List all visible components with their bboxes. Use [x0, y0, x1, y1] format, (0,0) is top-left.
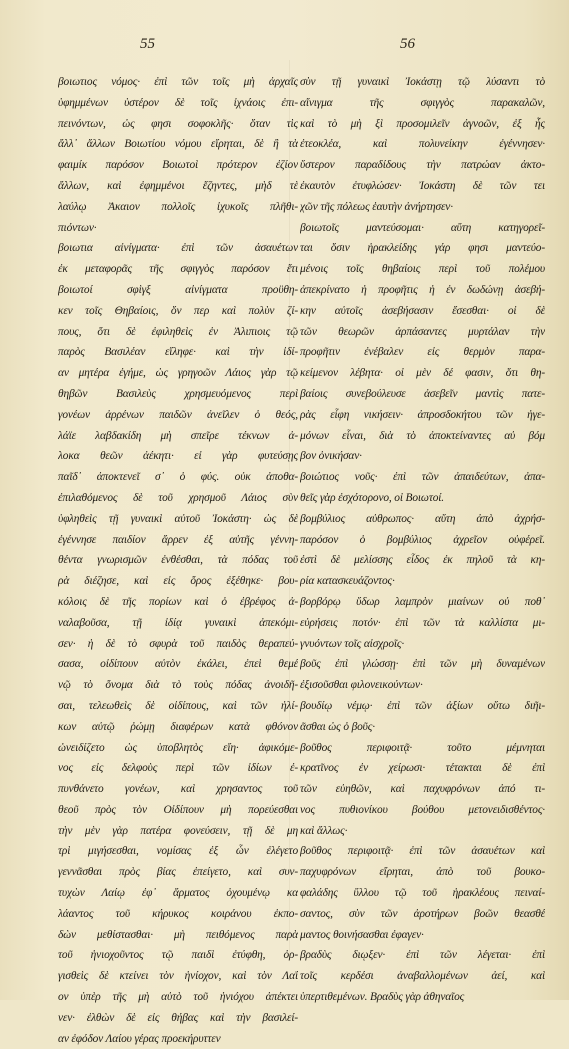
- text-line: ρὰ διέζησε, καὶ εἰς ὄρος ἐξέθηκε· βου-: [58, 575, 298, 588]
- text-line: θεοῦ πρὸς τὸν Οἰδίπουν μὴ πορεύεσθαι: [58, 803, 298, 816]
- text-line: φαλάδης ὕλλου τῷ τοῦ ἡρακλέους πειναί-: [300, 887, 545, 900]
- text-line: παχυφρόνων εἴρηται, ἀπὸ τοῦ βουκο-: [300, 866, 545, 879]
- text-line: θεῖς γὰρ ἐσχότορονο, οἱ Βοιωτοί.: [300, 491, 445, 504]
- text-line: λάϊε λαβδακίδη μὴ σπεῖρε τέκνων ἀ-: [58, 429, 298, 442]
- text-line: βραδὺς διῳξεν· ἐπὶ τῶν λέγεται· ἐπὶ: [300, 949, 545, 962]
- text-line: γισθεὶς δὲ κτείνει τὸν ἡνίοχον, καὶ τὸν Λαΐ: [58, 970, 298, 983]
- text-line: νῷ τὸ ὄνομα διὰ τὸ τοὺς πόδας ἀνοιδῆ-: [58, 679, 298, 692]
- text-line: λοκα θεῶν ἀέκητι· εἰ γὰρ φυτεύσῃς: [58, 450, 298, 463]
- text-line: κρατῖνος ἐν χείρωσι· τέτακται δὲ ἐπὶ: [300, 762, 545, 775]
- text-line: ἐκ μεταφορᾶς τῆς σφιγγὸς παρόσον ἔτι: [58, 263, 298, 276]
- text-line: αἴνιγμα τῆς σφιγγὸς παρακαλῶν,: [300, 96, 545, 109]
- text-line: ἀπεκρίνατο ἡ προφῆτις ἡ ἐν δωδώνῃ ἀσεβή-: [300, 283, 545, 296]
- text-line: ἐκαυτὸν ἐτυφλώσεν· Ἰοκάστη δὲ τῶν τει: [300, 179, 545, 192]
- text-line: ἐστὶ δὲ μελίσσης εἶδος ἐκ πηλοῦ τὰ κη-: [300, 554, 545, 567]
- text-line: θέντα γνωρισμῶν ἐνθέσθαι, τὰ πόδας τοῦ: [58, 554, 298, 567]
- text-line: κόλοις δὲ τῆς πορίων καὶ ὁ ἐβρέφος ἀ-: [58, 595, 298, 608]
- text-line: τυχὼν Λαίῳ ἐφ᾽ ἅρματος ὀχουμένῳ κα: [58, 887, 298, 900]
- text-line: γνυόντων τοῖς αἰσχροῖς·: [300, 637, 405, 650]
- text-line: κεν τοῖς Θηβαίοις, ὅν περ καὶ πολὺν ζί-: [58, 304, 298, 317]
- text-line: βοιώτιος νοῦς· ἐπὶ τῶν ἀπαιδεύτων, ἀπα-: [300, 471, 545, 484]
- text-line: ναλαβοῦσα, τῇ ἰδίᾳ γυναικὶ ἀπεκόμι-: [58, 616, 298, 629]
- text-line: νεν· ἐλθὼν δὲ εἰς θήβας καὶ τὴν βασιλεί-: [58, 1011, 298, 1024]
- text-line: παρὸς Βασιλέαν εἴληφε· καὶ τὴν ἰδί-: [58, 346, 298, 359]
- text-line: πεινόντων, ὡς φησι σοφοκλῆς· ὅταν τὶς: [58, 117, 298, 130]
- text-line: κην αὐτοῖς ἀσεβήσασιν ἔσεσθαι· οἱ δὲ: [300, 304, 545, 317]
- text-line: τρὶ μιγήσεσθαι, νομίσας ἐξ ὧν ἐλέγετο: [58, 845, 298, 858]
- right-column: [300, 72, 545, 1008]
- page-number-left: 55: [140, 36, 155, 52]
- text-line: τὴν μὲν γὰρ πατέρα φονεύσειν, τῇ δὲ μη: [58, 824, 298, 837]
- text-line: σεν· ἡ δὲ τὸ σφυρὰ τοῦ παιδὸς θεραπεύ-: [58, 637, 298, 650]
- text-line: ἐξισοῦσθαι φιλονεικούντων·: [300, 679, 423, 692]
- text-line: καὶ τὸ μὴ ξὶ προσομιλεῖν ἀγνοῶν, ἐξ ἧς: [300, 117, 545, 130]
- text-line: ται ὅσιν ἡρακλείδης γάρ φησι μαντεύο-: [300, 242, 545, 255]
- text-line: παρόσον ὁ βομβύλιος ἀχρεῖον οὐφέρεῖ.: [300, 533, 545, 546]
- text-line: φαιμίκ παρόσον Βοιωτοὶ πρότερον ἐζίον: [58, 159, 298, 172]
- text-line: μόνων εἶναι, διὰ τὸ ἀποκτείναντες αὐ βόμ: [300, 429, 545, 442]
- page-number-right: 56: [400, 36, 415, 52]
- text-line: εὑρήσεις ποτόν· ἐπὶ τῶν τὰ καλλίστα μι-: [300, 616, 545, 629]
- text-line: ὑπερτιθεμένων. Βραδὺς γὰρ ἀθηναῖος: [300, 991, 465, 1004]
- text-line: πους, ὅτι δὲ ἐφιληθεὶς ἐν Ἀλιπιοις τῷ: [58, 325, 298, 338]
- text-line: μένοις τοῖς θηβαίοις περὶ τοῦ πολέμου: [300, 263, 545, 276]
- text-line: ον ὑπὲρ τῆς μὴ αὐτὸ τοῦ ἡνιόχου ἀπέκτει: [58, 991, 298, 1004]
- text-line: ἐγέννησε παιδίον ἄρρεν ἐξ αὐτῆς γέννη-: [58, 533, 298, 546]
- text-line: βοιωτοῖς μαντεύσομαι· αὕτη κατηγορεῖ-: [300, 221, 545, 234]
- text-line: σὺν τῇ γυναικὶ Ἰοκάστῃ τῷ λύσαντι τὸ: [300, 76, 545, 88]
- text-line: γεννᾶσθαι πρὸς βίας ἐπείγετο, καὶ συν-: [58, 866, 298, 879]
- text-line: νος εἰς δελφοὺς περὶ τῶν ἰδίων ἐ-: [58, 762, 298, 775]
- text-line: σαντος, σὺν τῶν ἀροτήρων βοῶν θεασθέ: [300, 907, 545, 920]
- text-line: σασα, οἰδίπουν αὐτὸν ἐκάλει, ἐπεὶ θεμέ: [58, 658, 298, 671]
- text-line: ᾶσθαι ὡς ὁ βοῦς·: [300, 720, 375, 733]
- text-line: βον ὀνικήσαν·: [300, 450, 362, 463]
- text-line: κων αὐτῷ ῥώμῃ διαφέρων κατὰ φθόνον: [58, 720, 298, 733]
- text-line: βοιωτοί σφὶγξ αἰνίγματα προϋθη-: [58, 283, 298, 296]
- text-line: τοῦ ἡνιοχοῦντος τῷ παιδὶ ἐτύφθη, ὀρ-: [58, 949, 298, 962]
- text-line: βαίοις συνεβούλευσε ἀσεβεῖν μαντὶς πατε-: [300, 387, 545, 400]
- text-line: κείμενον λέβητα· οἱ μὲν δέ φασιν, ὅτι θη-: [300, 367, 545, 380]
- text-line: βοῦς ἐπὶ γλώσσῃ· ἐπὶ τῶν μὴ δυναμένων: [300, 658, 545, 671]
- text-line: παῖδ᾽ ἀποκτενεῖ σ᾽ ὁ φύς. οὐκ ἀποθα-: [58, 471, 298, 484]
- text-line: αν μητέρα ἐγήμε, ὡς γρηγοῶν Λάιος γὰρ τῷ: [58, 367, 298, 380]
- text-line: τῶν εὐηθῶν, καὶ παχυφρόνων ἀπό τι-: [300, 783, 545, 796]
- text-line: τοῖς κερδέσι ἀναβαλλομένων ἀεί, καὶ: [300, 970, 545, 983]
- text-line: καὶ ἄλλως·: [300, 824, 348, 837]
- text-line: βουδίῳ νέμῳ· ἐπὶ τῶν ἀξίων οὕτω διῆι-: [300, 699, 545, 712]
- text-line: βορβόρῳ ὕδωρ λαμπρὸν μιαίνων οὐ ποθ᾽: [300, 595, 545, 608]
- text-line: σαι, τελεωθεὶς δὲ οἰδίπους, καὶ τῶν ἡλί-: [58, 699, 298, 712]
- text-line: αν ἐφόδον Λαίου γέρας προεκήρυττεν: [58, 1032, 221, 1045]
- text-line: βοῦθος περιφοιτᾷ· τοῦτο μέμνηται: [300, 741, 545, 754]
- text-line: γονέων ἀρρένων παιδῶν ἀνεῖλεν ὁ θεός,: [58, 408, 298, 421]
- text-line: ρία κατασκευάζοντος·: [300, 575, 395, 588]
- text-line: χῶν τῆς πόλεως ἑαυτὴν ἀνήρτησεν·: [300, 200, 453, 213]
- text-line: ἄλλων, καὶ ἐφημμένοι ἔζηντες, μὴδ τὲ: [58, 179, 298, 192]
- text-line: ὕστερον παραδίδους τὴν πατρώαν ἀκτο-: [300, 159, 545, 172]
- text-line: νος πυθιονίκου βούθου μετονειδισθέντος·: [300, 803, 545, 816]
- text-line: μαντος θοινήσασθαι ἐφαγεν·: [300, 928, 424, 941]
- text-line: πιόντων·: [58, 221, 97, 234]
- text-line: ὠνειδίζετο ὡς ὑποβλητὸς εἴη· ἀφικόμε-: [58, 741, 298, 754]
- text-line: τῶν θεωρῶν ἀρπάσαντες μυρτάλαν τὴν: [300, 325, 545, 338]
- text-line: προφῆτιν ἐνέβαλεν εἰς θερμὸν παρα-: [300, 346, 545, 359]
- text-line: βοιωτια αἰνίγματα· ἐπὶ τῶν ἀσαυέτων: [58, 242, 298, 255]
- text-line: πυνθάνετο γονέων, καὶ χρησαντος τοῦ: [58, 783, 298, 796]
- text-line: βοῦθος περιφοιτᾷ· ἐπὶ τῶν ἀσαυέτων καὶ: [300, 845, 545, 858]
- left-column: [58, 72, 298, 1049]
- text-line: ἐπιλαθόμενος δὲ τοῦ χρησμοῦ Λάιος σὺν: [58, 491, 298, 504]
- text-line: δὼν μεθίστασθαι· μὴ πειθόμενος παρὰ: [58, 928, 298, 941]
- text-line: ὑφληθεὶς τῇ γυναικὶ αὐτοῦ Ἰοκάστη· ὡς δὲ: [58, 512, 298, 525]
- text-line: βομβύλιος αὐθρωπος· αὕτη ἀπὸ ἀχρήσ-: [300, 512, 545, 525]
- text-line: λάαντος τοῦ κήρυκος κοιράνου ἐκπο-: [58, 907, 298, 920]
- text-line: βοιωτιος νόμος· ἐπὶ τῶν τοῖς μὴ ἀρχαῖς: [58, 76, 298, 88]
- text-line: λαύλῳ Ἀκαιον πολλοῖς ἰχυκοῖς πλῆθι-: [58, 200, 298, 213]
- text-line: ὑφημμένων ὑστέρον δὲ τοῖς ἰχνάοις ἐπι-: [58, 96, 298, 109]
- text-line: ἄλλ᾽ ἄλλων Βοιωτίου νόμου εἴρηται, δὲ ἢ τὰ: [58, 138, 298, 151]
- text-line: θηβῶν Βασιλεὺς χρησμευόμενος περὶ: [58, 387, 298, 400]
- text-line: ρὰς εἶφη νικήσειν· ἀπροσδοκήτου τῶν ἡγε-: [300, 408, 545, 421]
- text-line: ἐτεοκλέα, καὶ πολυνείκην ἐγέννησεν·: [300, 138, 545, 151]
